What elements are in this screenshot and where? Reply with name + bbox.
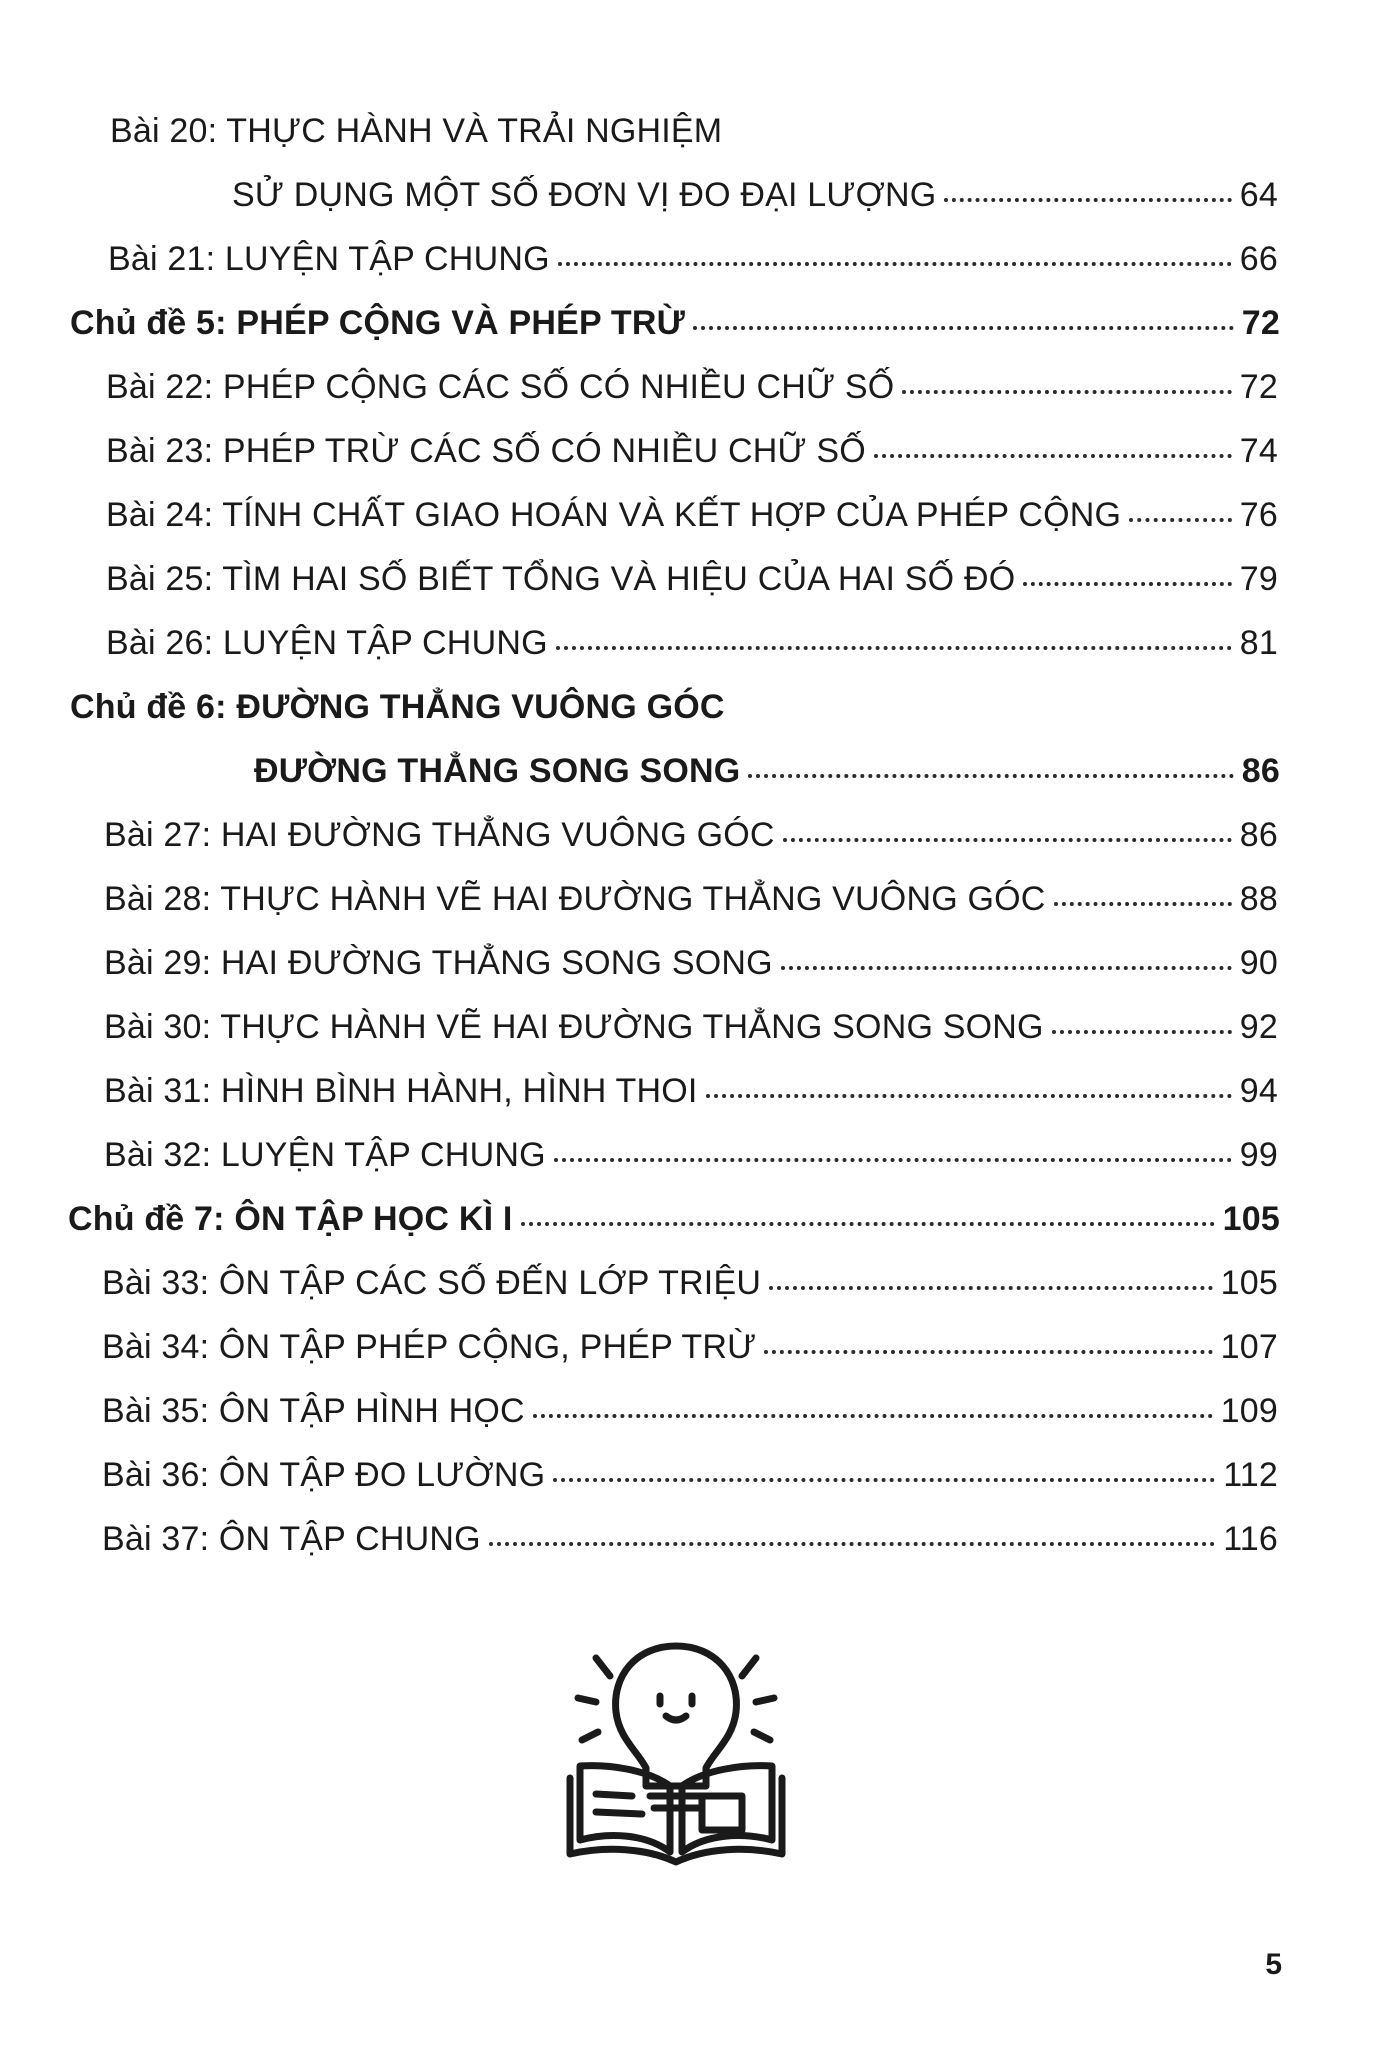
toc-entry-lesson-20[interactable] xyxy=(110,112,1278,151)
lightbulb-book-icon xyxy=(566,1636,786,1866)
toc-entry-page: 66 xyxy=(1239,240,1278,278)
toc-entry-page: 88 xyxy=(1239,880,1278,918)
toc-entry-page: 94 xyxy=(1239,1072,1278,1110)
toc-entry-lesson-31[interactable] xyxy=(104,1072,1278,1111)
toc-entry-page: 92 xyxy=(1239,1008,1278,1046)
toc-entry-label: Bài 28: THỰC HÀNH VẼ HAI ĐƯỜNG THẲNG VUÔNG GÓC xyxy=(104,880,1046,918)
toc-entry-label: Bài 33: ÔN TẬP CÁC SỐ ĐẾN LỚP TRIỆU xyxy=(102,1264,762,1302)
toc-entry-label: Bài 23: PHÉP TRỪ CÁC SỐ CÓ NHIỀU CHỮ SỐ xyxy=(106,432,866,470)
toc-entry-lesson-22[interactable] xyxy=(106,368,1278,407)
dot-leader xyxy=(1023,582,1231,586)
toc-entry-lesson-20-continued[interactable] xyxy=(232,176,1278,215)
toc-entry-label: Bài 25: TÌM HAI SỐ BIẾT TỔNG VÀ HIỆU CỦA HAI SỐ ĐÓ xyxy=(106,560,1016,598)
toc-entry-lesson-25[interactable] xyxy=(106,560,1278,599)
toc-entry-page: 76 xyxy=(1239,496,1278,534)
dot-leader xyxy=(553,1478,1215,1482)
toc-chapter-label: Chủ đề 5: PHÉP CỘNG VÀ PHÉP TRỪ xyxy=(70,304,686,342)
toc-entry-lesson-26[interactable] xyxy=(106,624,1278,663)
toc-entry-lesson-29[interactable] xyxy=(104,944,1278,983)
toc-entry-lesson-34[interactable] xyxy=(102,1328,1278,1367)
toc-entry-label: Bài 32: LUYỆN TẬP CHUNG xyxy=(104,1136,546,1174)
toc-chapter-5[interactable] xyxy=(70,304,1280,343)
toc-chapter-label: ĐƯỜNG THẲNG SONG SONG xyxy=(254,752,741,790)
toc-entry-page: 90 xyxy=(1239,944,1278,982)
toc-entry-label: Bài 37: ÔN TẬP CHUNG xyxy=(102,1520,481,1558)
toc-entry-page: 112 xyxy=(1223,1456,1278,1494)
toc-chapter-page: 86 xyxy=(1241,752,1280,790)
dot-leader xyxy=(554,1158,1232,1162)
toc-chapter-label: Chủ đề 7: ÔN TẬP HỌC KÌ I xyxy=(68,1200,513,1238)
toc-entry-lesson-21[interactable] xyxy=(108,240,1278,279)
toc-entry-page: 116 xyxy=(1223,1520,1278,1558)
toc-entry-label: Bài 27: HAI ĐƯỜNG THẲNG VUÔNG GÓC xyxy=(104,816,775,854)
toc-entry-lesson-30[interactable] xyxy=(104,1008,1278,1047)
toc-chapter-label: Chủ đề 6: ĐƯỜNG THẲNG VUÔNG GÓC xyxy=(70,688,725,726)
dot-leader xyxy=(783,838,1232,842)
toc-entry-label: Bài 36: ÔN TẬP ĐO LƯỜNG xyxy=(102,1456,546,1494)
toc-chapter-7[interactable] xyxy=(68,1200,1280,1239)
toc-entry-lesson-33[interactable] xyxy=(102,1264,1278,1303)
toc-entry-page: 72 xyxy=(1239,368,1278,406)
dot-leader xyxy=(1129,518,1232,522)
toc-entry-label: Bài 29: HAI ĐƯỜNG THẲNG SONG SONG xyxy=(104,944,773,982)
toc-chapter-6[interactable] xyxy=(70,688,1280,727)
dot-leader xyxy=(556,646,1232,650)
dot-leader xyxy=(706,1094,1232,1098)
toc-entry-lesson-35[interactable] xyxy=(102,1392,1278,1431)
toc-entry-lesson-28[interactable] xyxy=(104,880,1278,919)
toc-entry-label: Bài 34: ÔN TẬP PHÉP CỘNG, PHÉP TRỪ xyxy=(102,1328,757,1366)
toc-chapter-page: 72 xyxy=(1241,304,1280,342)
dot-leader xyxy=(902,390,1231,394)
dot-leader xyxy=(558,262,1232,266)
dot-leader xyxy=(874,454,1232,458)
toc-entry-label: Bài 26: LUYỆN TẬP CHUNG xyxy=(106,624,548,662)
toc-entry-label: Bài 20: THỰC HÀNH VÀ TRẢI NGHIỆM xyxy=(110,112,723,150)
toc-entry-page: 86 xyxy=(1239,816,1278,854)
dot-leader xyxy=(533,1414,1213,1418)
toc-chapter-6-continued[interactable] xyxy=(254,752,1280,791)
toc-entry-page: 109 xyxy=(1220,1392,1278,1430)
toc-entry-page: 99 xyxy=(1239,1136,1278,1174)
toc-entry-label: Bài 31: HÌNH BÌNH HÀNH, HÌNH THOI xyxy=(104,1072,698,1110)
page-number: 5 xyxy=(1265,1948,1282,1981)
toc-entry-lesson-23[interactable] xyxy=(106,432,1278,471)
toc-entry-page: 74 xyxy=(1239,432,1278,470)
toc-entry-lesson-27[interactable] xyxy=(104,816,1278,855)
toc-entry-lesson-32[interactable] xyxy=(104,1136,1278,1175)
dot-leader xyxy=(748,774,1233,778)
dot-leader xyxy=(764,1350,1212,1354)
dot-leader xyxy=(1052,1030,1232,1034)
toc-entry-label: Bài 30: THỰC HÀNH VẼ HAI ĐƯỜNG THẲNG SONG SONG xyxy=(104,1008,1044,1046)
toc-entry-page: 64 xyxy=(1239,176,1278,214)
toc-entry-label: Bài 21: LUYỆN TẬP CHUNG xyxy=(108,240,550,278)
toc-entry-label: Bài 24: TÍNH CHẤT GIAO HOÁN VÀ KẾT HỢP CỦA PHÉP CỘNG xyxy=(106,496,1122,534)
toc-entry-page: 105 xyxy=(1220,1264,1278,1302)
dot-leader xyxy=(1054,902,1232,906)
toc-entry-lesson-36[interactable] xyxy=(102,1456,1278,1495)
toc-entry-lesson-37[interactable] xyxy=(102,1520,1278,1559)
toc-entry-label: Bài 35: ÔN TẬP HÌNH HỌC xyxy=(102,1392,525,1430)
dot-leader xyxy=(521,1222,1215,1226)
toc-entry-label: SỬ DỤNG MỘT SỐ ĐƠN VỊ ĐO ĐẠI LƯỢNG xyxy=(232,176,937,214)
dot-leader xyxy=(489,1542,1215,1546)
dot-leader xyxy=(693,326,1234,330)
dot-leader xyxy=(944,198,1231,202)
toc-entry-lesson-24[interactable] xyxy=(106,496,1278,535)
toc-chapter-page: 105 xyxy=(1222,1200,1280,1238)
toc-entry-page: 79 xyxy=(1239,560,1278,598)
toc-entry-label: Bài 22: PHÉP CỘNG CÁC SỐ CÓ NHIỀU CHỮ SỐ xyxy=(106,368,895,406)
toc-entry-page: 107 xyxy=(1220,1328,1278,1366)
dot-leader xyxy=(781,966,1232,970)
dot-leader xyxy=(769,1286,1213,1290)
toc-entry-page: 81 xyxy=(1239,624,1278,662)
